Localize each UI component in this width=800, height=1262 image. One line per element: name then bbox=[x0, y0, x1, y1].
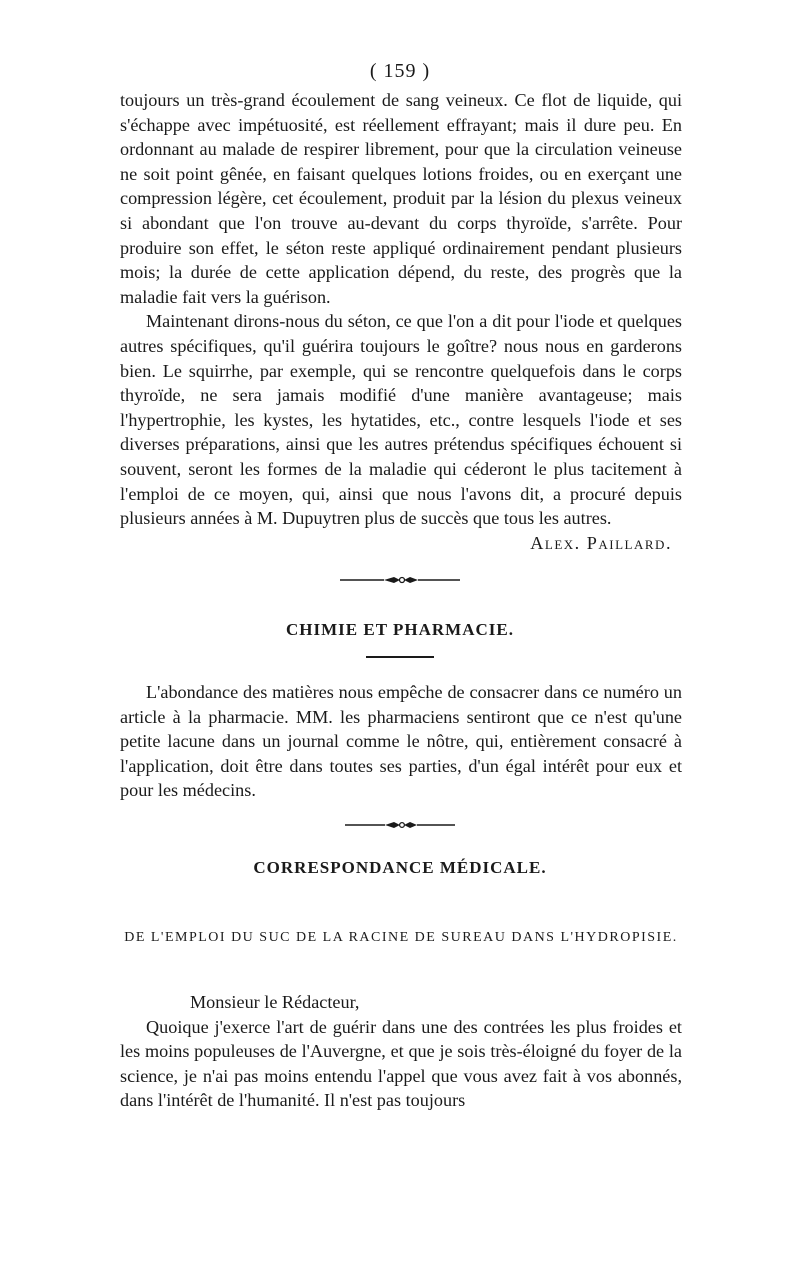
section-title-chimie: CHIMIE ET PHARMACIE. bbox=[286, 620, 514, 639]
pharmacie-section bbox=[120, 680, 682, 803]
paragraph-seton-effect: toujours un très-grand écoulement de sang veineux. Ce flot de liquide, qui s'échappe avec impétuosité, est réellement effrayant; mais il dure peu. En ordonnant au malade de respirer librement, pour que la circulation veineuse ne soit point gênée, en faisant quelques lotions froides, ou en exerçant une compression légère, cet écoulement, produit par la lésion du plexus veineux si abondant que l'on trouve au-devant du corps thyroïde, s'arrête. Pour produire son effet, le séton reste appliqué ordinairement pendant plusieurs mois; la durée de cette application dépend, du reste, des progrès que la maladie fait vers la guérison. bbox=[120, 90, 682, 307]
letter-subtitle: DE L'EMPLOI DU SUC DE LA RACINE DE SUREAU DANS L'HYDROPISIE. bbox=[124, 930, 678, 945]
letter-salutation: Monsieur le Rédacteur, bbox=[190, 992, 360, 1012]
ornament-divider-icon bbox=[345, 819, 455, 831]
letter-body bbox=[120, 990, 682, 1113]
ornament-divider-icon bbox=[340, 574, 460, 586]
title-underline-1 bbox=[366, 656, 434, 658]
author-signature: Alex. Paillard. bbox=[530, 532, 672, 553]
paragraph-seton-conclusion-text: Maintenant dirons-nous du séton, ce que l'on a dit pour l'iode et quelques autres spécifiques, qu'il guérira toujours le goître? nous nous en garderons bien. Le squirrhe, par exemple, qui se rencontre quelquefois dans le corps thyroïde, ne sera jamais modifié d'une manière avantageuse; mais l'hypertrophie, les kystes, les hytatides, etc., contre lesquels l'iode et ses diverses préparations, ainsi que les autres prétendus spécifiques échouent si souvent, seront les formes de la maladie qui céderont le plus tacitement à l'emploi de ce moyen, qui, ainsi que nous l'avons dit, a procuré depuis plusieurs années à M. Dupuytren plus de succès que tous les autres. bbox=[120, 311, 682, 529]
paragraph-pharmacie: L'abondance des matières nous empêche de consacrer dans ce numéro un article à la pharmacie. MM. les pharmaciens sentiront que ce n'est qu'une petite lacune dans un journal comme le nôtre, qui, entièrement consacré à l'application, doit être dans toutes ses parties, d'un égal intérêt pour eux et pour les médecins. bbox=[120, 682, 682, 801]
section-title-correspondance: CORRESPONDANCE MÉDICALE. bbox=[253, 858, 547, 877]
article-continuation bbox=[120, 88, 682, 555]
page-number: ( 159 ) bbox=[369, 60, 431, 82]
section-ornament-1 bbox=[0, 574, 800, 586]
paragraph-seton-conclusion bbox=[120, 309, 682, 553]
paragraph-letter-opening: Quoique j'exerce l'art de guérir dans une des contrées les plus froides et les moins populeuses de l'Auvergne, et que je sois très-éloigné du foyer de la science, je n'ai pas moins entendu l'appel que vous avez fait à vos abonnés, dans l'intérêt de l'humanité. Il n'est pas toujours bbox=[120, 1016, 682, 1111]
section-ornament-2 bbox=[0, 819, 800, 831]
